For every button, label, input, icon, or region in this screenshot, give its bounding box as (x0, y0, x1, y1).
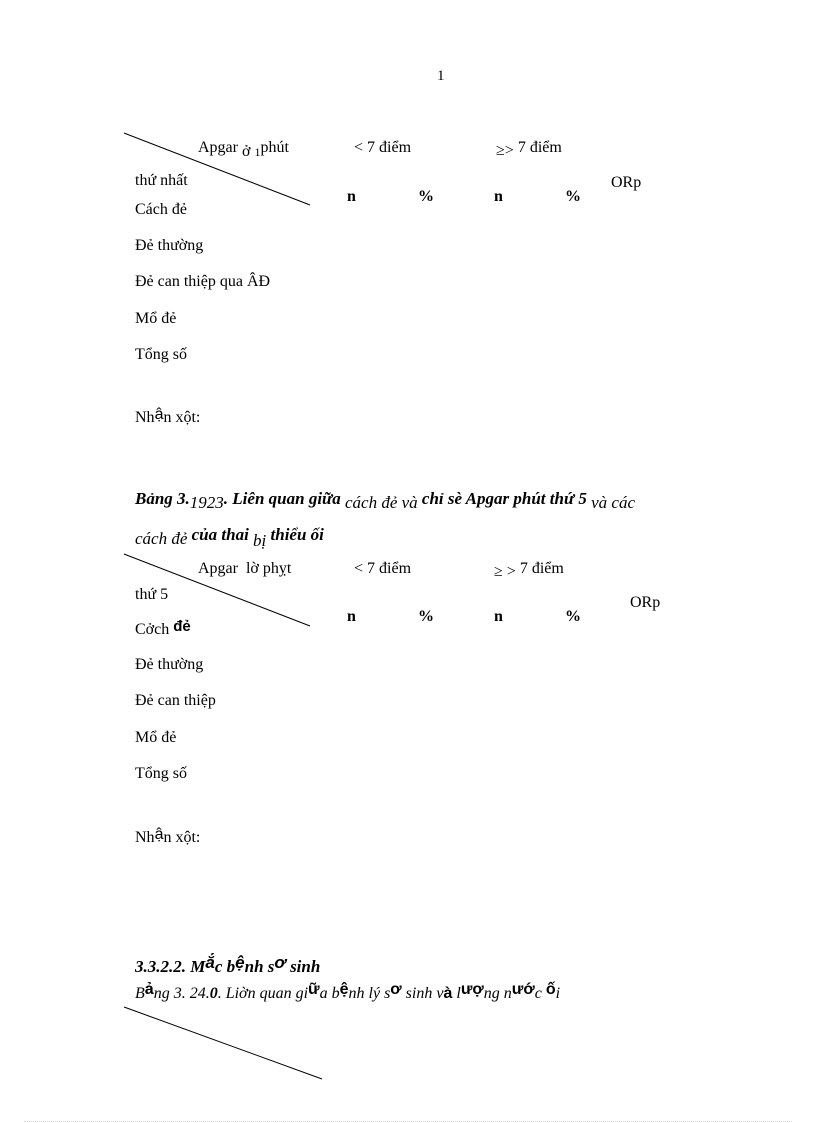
table2-row: Mổ đẻ (135, 729, 177, 746)
table1-row: Mổ đẻ (135, 310, 177, 327)
table1-col-n2: n (494, 188, 503, 205)
page-number: 1 (437, 68, 445, 84)
section-heading: 3.3.2.2. Mắc bệnh sơ sinh (135, 953, 321, 976)
table1-col-orp: ORp (611, 174, 642, 191)
table1-row: Tổng số (135, 346, 187, 363)
table1-header-apgar: Apgar ở $_1$phút (198, 139, 289, 160)
table2-row: Tổng số (135, 765, 187, 782)
table2-col-pct1: % (418, 608, 434, 625)
table1-col-lt7: < 7 điểm (354, 139, 412, 156)
table2-col-ge7: ≥ > 7 điểm (494, 560, 564, 580)
table2-col-orp: ORp (630, 594, 661, 611)
table2-col-n2: n (494, 608, 503, 625)
remark2: Nhận xột: (135, 826, 201, 846)
table2-row: Đẻ thường (135, 656, 204, 673)
table2-row: Đẻ can thiệp (135, 692, 216, 709)
table1-row: Đẻ can thiệp qua ÂĐ (135, 273, 271, 290)
table1-col-pct1: % (418, 188, 434, 205)
table2-col-n1: n (347, 608, 356, 625)
table2-caption-line1: Bảng 3.1923. Liên quan giữa cách đẻ và chỉ sè Apgar phút thứ 5 và các (135, 489, 636, 512)
table1-header-delivery: Cách đẻ (135, 201, 187, 218)
table1-header-minute: thứ nhất (135, 172, 188, 189)
remark1: Nhận xột: (135, 406, 201, 426)
table1-col-ge7: ≥> 7 điểm (496, 139, 562, 159)
table3-caption: Bảng 3. 24.0. Liờn quan giữa bệnh lý sơ sinh và lượng nước ối (135, 981, 561, 1002)
table1-col-n1: n (347, 188, 356, 205)
table2-caption-line2: cách đẻ của thai bị thiểu ối (135, 525, 324, 550)
table1-row: Đẻ thường (135, 237, 204, 254)
table2-col-pct2: % (565, 608, 581, 625)
page-bottom-border (24, 1121, 792, 1122)
table2-header-apgar: Apgar lờ phỵt (198, 560, 292, 577)
table2-col-lt7: < 7 điểm (354, 560, 412, 577)
table2-header-delivery: Cởch đẻ (135, 618, 191, 638)
table2-header-minute: thứ 5 (135, 586, 169, 603)
table1-col-pct2: % (565, 188, 581, 205)
